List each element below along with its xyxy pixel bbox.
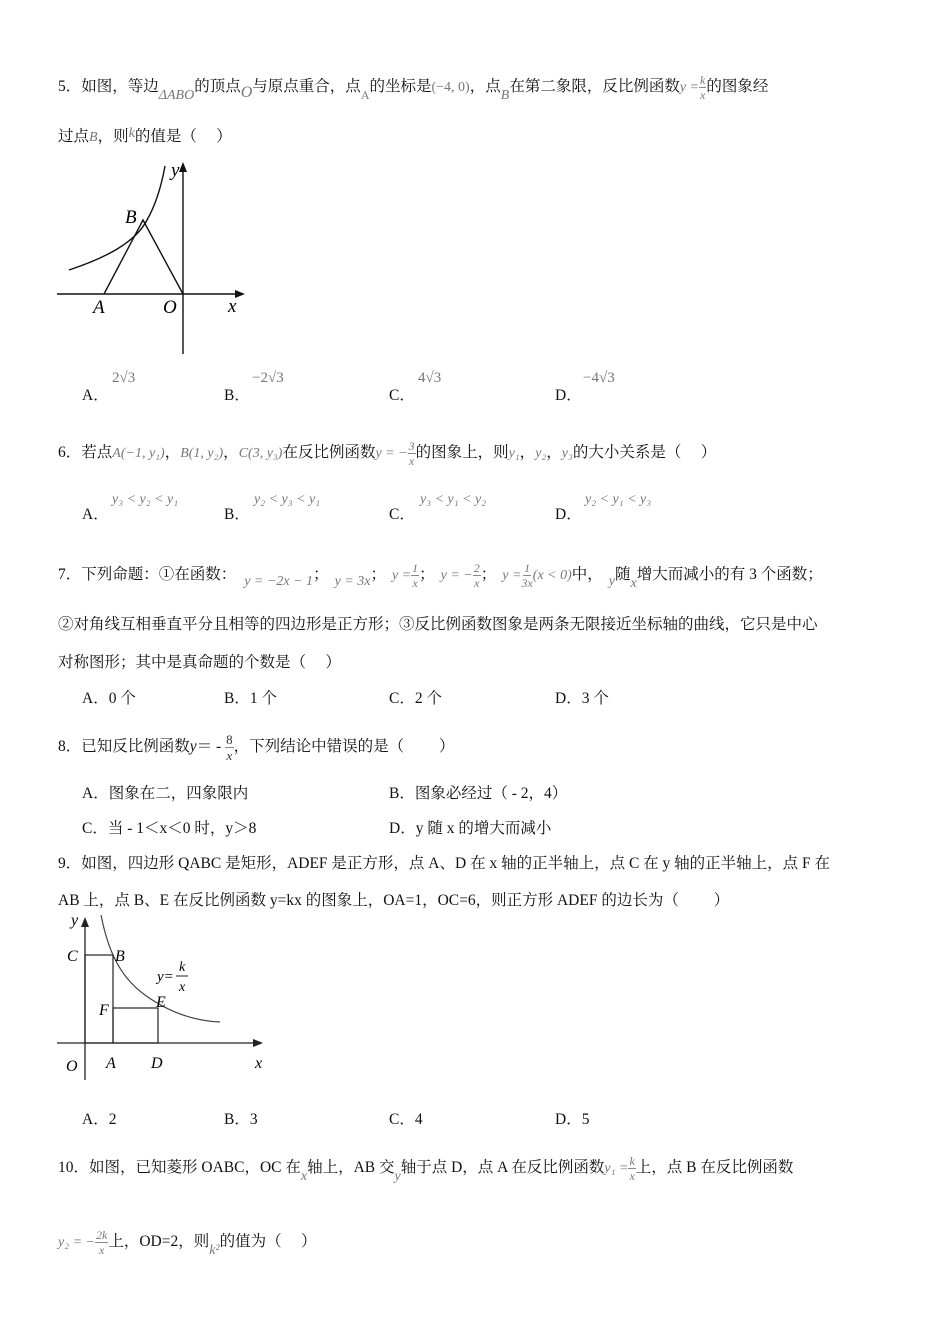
question-number: 6．: [58, 444, 82, 462]
math-triangle-abo: ΔABO: [158, 88, 195, 104]
question-7-line-1: [58, 561, 823, 592]
option-c-value[interactable]: y₃ < y₁ < y₂: [420, 492, 487, 507]
option-a-label[interactable]: A．: [82, 506, 109, 523]
question-7-line-3: 对称图形；其中是真命题的个数是（ ）: [58, 654, 341, 671]
math-y3: y₃: [561, 446, 573, 462]
question-7-line-2: ②对角线互相垂直平分且相等的四边形是正方形；③反比例函数图象是两条无限接近坐标轴的曲线，它只是中心: [58, 616, 818, 633]
option-d[interactable]: [555, 1107, 589, 1129]
option-d[interactable]: [389, 816, 551, 838]
fraction-2-over-x: [473, 562, 481, 589]
option-c-value[interactable]: 4√3: [418, 370, 442, 386]
math-b: B: [89, 130, 98, 145]
label-point-b: B: [115, 948, 125, 965]
numerator: 1: [412, 561, 419, 575]
text: 的值是（ ）: [134, 128, 232, 145]
math-x: x: [630, 576, 637, 592]
option-letter: D．: [555, 1111, 582, 1128]
figure-q5-triangle-hyperbola: [55, 158, 255, 358]
denominator: x: [412, 576, 418, 590]
option-a[interactable]: [82, 1107, 116, 1129]
text: 过点: [58, 128, 90, 145]
denominator: x: [226, 748, 233, 763]
option-b-label[interactable]: B．: [224, 506, 250, 523]
text: ，则: [97, 128, 129, 145]
math-y-equals: y =: [502, 568, 522, 584]
text: ；: [370, 566, 386, 584]
numerator: 2: [473, 561, 480, 575]
option-d-value[interactable]: −4√3: [583, 370, 615, 386]
label-curve-equation: y=: [157, 969, 174, 985]
label-x-axis: x: [255, 1055, 263, 1072]
text: ，: [223, 444, 239, 462]
math-point-c: C(3, y₃): [238, 446, 283, 462]
question-5-line-2: [58, 124, 232, 146]
text: ；: [313, 566, 329, 584]
text: ，: [164, 444, 181, 462]
label-point-a: A: [106, 1055, 116, 1072]
text: 在第二象限，反比例函数: [509, 78, 680, 96]
option-c[interactable]: [389, 686, 442, 708]
numerator: 2k: [95, 1228, 108, 1242]
text: 如图，四边形 QABC 是矩形，ADEF 是正方形，点 A、D 在 x 轴的正半轴上，点 C 在 y 轴的正半轴上，点 F 在: [81, 855, 831, 872]
option-value: 3: [249, 1111, 258, 1128]
option-a-value[interactable]: 2√3: [112, 370, 136, 386]
question-9-line-1: [58, 851, 830, 873]
fraction-2k-over-x: [95, 1229, 108, 1256]
math-b: B: [500, 88, 510, 104]
text: 中，: [571, 566, 603, 584]
text: ，: [546, 444, 562, 462]
math-x: x: [300, 1169, 308, 1185]
question-number: 10．: [58, 1159, 90, 1177]
option-d[interactable]: [555, 686, 609, 708]
text: 的值为（ ）: [219, 1233, 317, 1251]
text: 在反比例函数: [282, 444, 376, 462]
math-y-equals-neg: y = −: [375, 446, 408, 462]
option-value: 2: [108, 1111, 117, 1128]
option-value: 图象必经过（ - 2，4）: [414, 785, 568, 802]
math-y-equals: y =: [679, 80, 699, 96]
text: 已知反比例函数: [81, 738, 190, 756]
numerator: 8: [226, 732, 233, 747]
math-k: k: [128, 126, 135, 141]
question-8-stem: [58, 733, 454, 762]
option-letter: B．: [389, 785, 415, 802]
text: 的图象上，则: [415, 444, 509, 462]
denominator: x: [629, 1169, 635, 1183]
label-point-a: A: [93, 297, 105, 318]
option-letter: C．: [389, 690, 415, 707]
question-number: 5．: [58, 78, 82, 96]
denominator: x: [474, 576, 480, 590]
label-point-b: B: [125, 207, 137, 228]
text: 下列命题：①在函数：: [81, 566, 237, 584]
math-y: y: [608, 574, 616, 590]
option-value: 图象在二，四象限内: [108, 785, 249, 802]
text: ，点: [469, 78, 501, 96]
label-point-c: C: [67, 948, 78, 965]
math-y1-equals: y₁ =: [604, 1161, 629, 1177]
math-k-squared: k²: [209, 1243, 220, 1259]
option-value: 3 个: [581, 690, 609, 707]
option-value: 0 个: [108, 690, 136, 707]
option-letter: B．: [224, 1111, 250, 1128]
math-o: O: [240, 84, 253, 102]
math-y2-equals-neg: y₂ = −: [58, 1235, 95, 1251]
label-origin-o: O: [163, 297, 177, 318]
math-x-lt-0: (x < 0): [532, 568, 572, 584]
label-point-d: D: [151, 1055, 163, 1072]
option-value: 1 个: [249, 690, 277, 707]
text: 随: [615, 566, 631, 584]
option-d-label[interactable]: D．: [555, 506, 582, 523]
numerator: k: [700, 73, 706, 87]
text: 的坐标是: [369, 78, 432, 96]
question-10-line-2: [58, 1228, 317, 1259]
text: 的图象经: [706, 78, 769, 96]
label-y-axis: y: [71, 915, 79, 929]
question-10-line-1: [58, 1154, 794, 1185]
option-c[interactable]: [82, 816, 256, 838]
label-origin-o: O: [66, 1058, 78, 1075]
numerator: 3: [408, 439, 415, 453]
label-point-f: F: [99, 1002, 109, 1019]
text: 增大而减小的有 3 个函数；: [636, 566, 823, 584]
denominator: x: [98, 1243, 105, 1257]
question-6-stem: [58, 440, 716, 467]
text: 的顶点: [194, 78, 241, 96]
option-c[interactable]: [389, 1107, 423, 1129]
option-letter: C．: [389, 1111, 415, 1128]
text: 如图，已知菱形 OABC，OC 在: [89, 1159, 301, 1177]
option-value: 当 - 1＜x＜0 时，y＞8: [107, 820, 257, 837]
text: 与原点重合，点: [252, 78, 361, 96]
text: ，下列结论中错误的是（ ）: [233, 738, 455, 756]
math-y-equals: y =: [391, 568, 412, 584]
option-b[interactable]: [389, 781, 567, 803]
numerator: 1: [524, 561, 531, 575]
option-value: 4: [414, 1111, 423, 1128]
fraction-1-over-x: [411, 562, 419, 589]
option-b-label[interactable]: B．: [224, 387, 250, 404]
question-9-line-2: AB 上，点 B、E 在反比例函数 y=kx 的图象上，OA=1，OC=6，则正方形 ADEF 的边长为（ ）: [58, 892, 730, 909]
math-point-b: B(1, y₂): [180, 446, 224, 462]
denominator: x: [408, 454, 415, 468]
option-d-label[interactable]: D．: [555, 387, 582, 404]
fraction-3-over-x: [408, 440, 416, 467]
text: 轴上，AB 交: [307, 1159, 395, 1177]
question-number: 7．: [58, 566, 82, 584]
option-d-value[interactable]: y₂ < y₁ < y₃: [585, 492, 652, 507]
option-a[interactable]: [82, 686, 136, 708]
text: ；: [419, 566, 435, 584]
text: 若点: [81, 444, 113, 462]
fraction-1-over-3x: [521, 562, 532, 589]
option-a-label[interactable]: A．: [82, 387, 109, 404]
math-y: y: [189, 738, 197, 756]
numerator: k: [629, 1154, 635, 1168]
math-y-equals-neg: y = −: [440, 568, 473, 584]
question-number: 8．: [58, 738, 82, 756]
option-letter: A．: [82, 785, 109, 802]
math-point-a: A(−1, y₁): [112, 446, 165, 462]
option-b[interactable]: [224, 686, 277, 708]
option-b-value[interactable]: −2√3: [252, 370, 284, 386]
label-point-e: E: [156, 994, 166, 1011]
math-y1: y₁: [508, 446, 520, 462]
option-letter: D．: [389, 820, 416, 837]
option-b[interactable]: [224, 1107, 258, 1129]
option-letter: C．: [82, 820, 108, 837]
math-y2: y₂: [535, 446, 547, 462]
math-a: A: [360, 88, 370, 103]
figure-q9-rectangle-square-hyperbola: [55, 915, 270, 1085]
text: ＝ -: [196, 738, 226, 756]
denominator: 3x: [521, 576, 533, 590]
text: ，: [519, 444, 536, 462]
math-y: y: [394, 1169, 401, 1185]
option-a[interactable]: [82, 781, 248, 803]
option-letter: D．: [555, 690, 582, 707]
math-point-a-coords: (−4, 0): [431, 80, 470, 96]
math-y-neg2x-1: y = −2x − 1: [244, 574, 314, 590]
label-curve-denominator: x: [179, 980, 186, 995]
math-y-3x: y = 3x: [334, 574, 371, 590]
option-letter: A．: [82, 1111, 109, 1128]
question-5-line-1: [58, 73, 769, 104]
text: 上，点 B 在反比例函数: [635, 1159, 794, 1177]
option-letter: B．: [224, 690, 250, 707]
option-b-value[interactable]: y₂ < y₃ < y₁: [254, 492, 321, 507]
text: ；: [480, 566, 497, 584]
label-y-axis: y: [171, 160, 180, 181]
text: 如图，等边: [81, 78, 159, 96]
option-value: 5: [581, 1111, 590, 1128]
fraction-k-over-x: [628, 1155, 635, 1182]
option-letter: A．: [82, 690, 109, 707]
text: 轴于点 D，点 A 在反比例函数: [400, 1159, 605, 1177]
fraction-8-over-x: [225, 733, 234, 762]
label-x-axis: x: [228, 296, 237, 317]
text: 的大小关系是（ ）: [572, 444, 717, 462]
denominator: x: [700, 88, 706, 102]
option-a-value[interactable]: y₃ < y₂ < y₁: [112, 492, 179, 507]
option-value: 2 个: [414, 690, 442, 707]
option-c-label[interactable]: C．: [389, 506, 415, 523]
label-curve-numerator: k: [179, 960, 186, 975]
option-value: y 随 x 的增大而减小: [415, 820, 552, 837]
question-number: 9．: [58, 855, 82, 872]
option-c-label[interactable]: C．: [389, 387, 415, 404]
text: 上，OD=2，则: [108, 1233, 210, 1251]
